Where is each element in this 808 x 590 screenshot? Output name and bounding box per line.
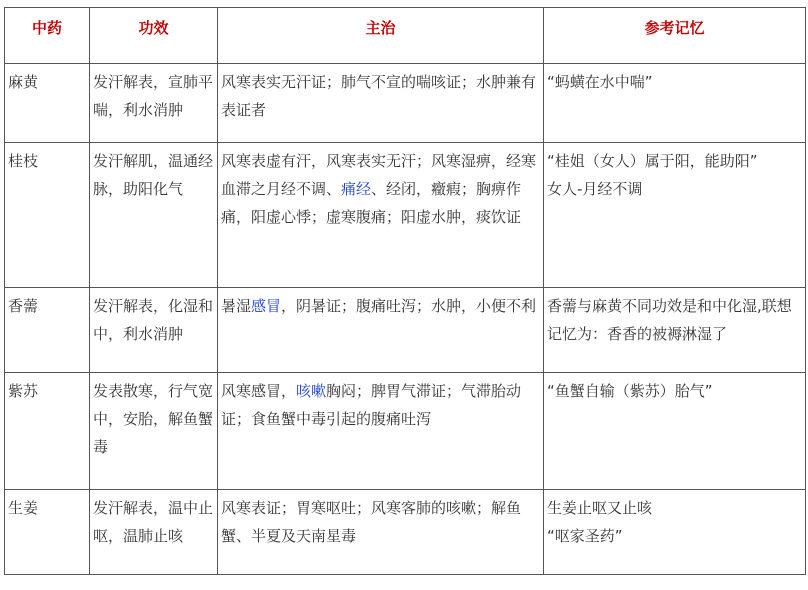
cell-memory (544, 64, 806, 143)
keyword-link[interactable]: 咳嗽 (296, 382, 327, 400)
treatment-text: 风寒感冒， (221, 382, 297, 400)
table-row (5, 288, 806, 373)
cell-memory (544, 288, 806, 373)
treatment-text: 风寒表实无汗证；肺气不宣的喘咳证；水肿兼有表证者 (221, 73, 537, 119)
cell-memory (544, 143, 806, 288)
header-herb: 中药 (5, 8, 90, 64)
memory-line: “桂姐（女人）属于阳，能助阳” (547, 152, 758, 170)
cell-treatment (218, 288, 544, 373)
memory-line: 香薷与麻黄不同功效是和中化湿,联想记忆为：香香的被褥淋湿了 (547, 297, 792, 343)
cell-effect: 发汗解肌，温通经脉，助阳化气 (90, 143, 218, 288)
header-treatment: 主治 (218, 8, 544, 64)
table-row (5, 143, 806, 288)
header-effect: 功效 (90, 8, 218, 64)
cell-treatment (218, 490, 544, 575)
table-header-row (5, 8, 806, 64)
cell-herb: 紫苏 (5, 373, 90, 490)
table-row (5, 490, 806, 575)
keyword-link[interactable]: 痛经 (341, 180, 372, 198)
herb-table (4, 7, 806, 575)
cell-treatment (218, 143, 544, 288)
memory-line: 女人-月经不调 (547, 180, 643, 198)
treatment-text: 风寒表虚有汗，风寒表实无汗；风寒湿痹，经寒血滞之月经不调、 (221, 152, 537, 198)
treatment-text: ，阴暑证；腹痛吐泻；水肿，小便不利 (281, 297, 537, 315)
keyword-link[interactable]: 感冒 (251, 297, 282, 315)
treatment-text: 暑湿 (221, 297, 252, 315)
memory-line: “鱼蟹自输（紫苏）胎气” (547, 382, 713, 400)
memory-line: 生姜止呕又止咳 (547, 499, 653, 517)
header-memory: 参考记忆 (544, 8, 806, 64)
cell-effect: 发汗解表，温中止呕，温肺止咳 (90, 490, 218, 575)
treatment-text: 风寒表证；胃寒呕吐；风寒客肺的咳嗽；解鱼蟹、半夏及天南星毒 (221, 499, 522, 545)
cell-memory (544, 373, 806, 490)
memory-line: “呕家圣药” (547, 527, 623, 545)
cell-treatment (218, 64, 544, 143)
cell-herb: 桂枝 (5, 143, 90, 288)
memory-line: “蚂蟥在水中喘” (547, 73, 653, 91)
cell-memory (544, 490, 806, 575)
table-row (5, 64, 806, 143)
cell-herb: 生姜 (5, 490, 90, 575)
cell-herb: 麻黄 (5, 64, 90, 143)
cell-effect: 发汗解表，宣肺平喘，利水消肿 (90, 64, 218, 143)
cell-effect: 发汗解表，化湿和中，利水消肿 (90, 288, 218, 373)
cell-effect: 发表散寒，行气宽中，安胎，解鱼蟹毒 (90, 373, 218, 490)
cell-treatment (218, 373, 544, 490)
table-row (5, 373, 806, 490)
cell-herb: 香薷 (5, 288, 90, 373)
treatment-text: 胸闷；脾胃气滞证；气滞胎动证；食鱼蟹中毒引起的腹痛吐泻 (221, 382, 522, 428)
treatment-text: 、经闭，癥瘕；胸痹作痛，阳虚心悸；虚寒腹痛；阳虚水肿，痰饮证 (221, 180, 522, 226)
